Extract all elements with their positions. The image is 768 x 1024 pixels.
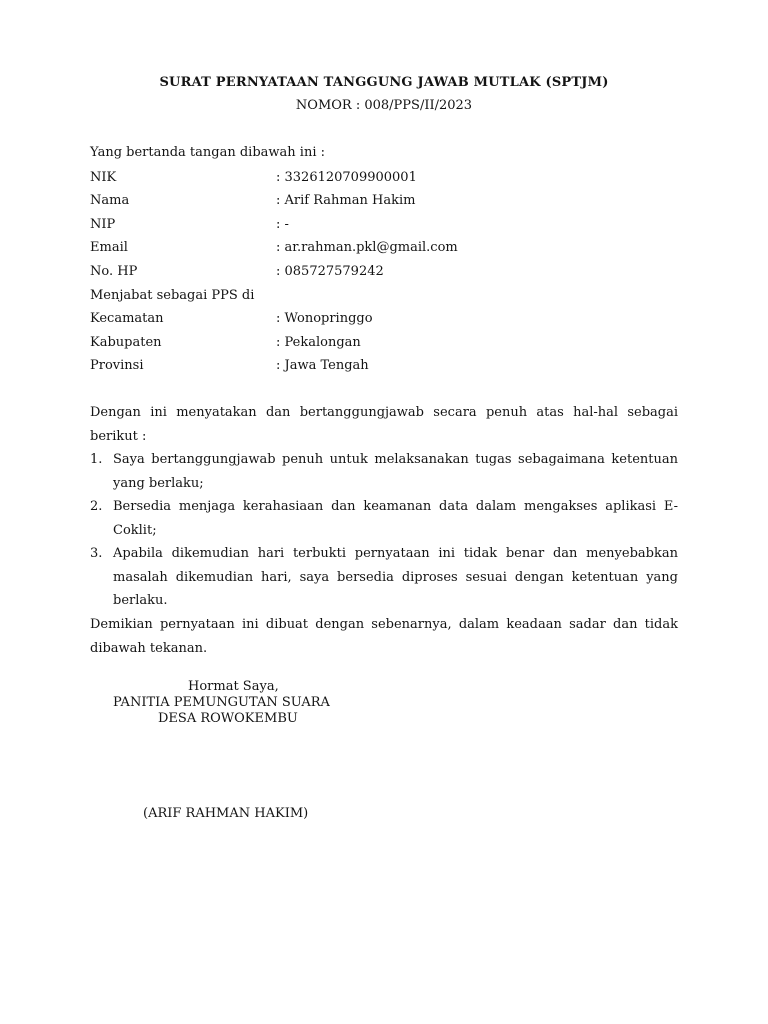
signatory-name: (ARIF RAHMAN HAKIM) (143, 806, 309, 821)
field-value: : Arif Rahman Hakim (276, 193, 416, 208)
position-line: Menjabat sebagai PPS di (90, 288, 255, 303)
statement-paragraph: Dengan ini menyatakan dan bertanggungjawab secara penuh atas hal-hal sebagai berikut : (90, 405, 678, 444)
field-value: : ar.rahman.pkl@gmail.com (276, 240, 458, 255)
field-value: : 085727579242 (276, 264, 384, 279)
field-value: : - (276, 217, 289, 232)
closing-paragraph: Demikian pernyataan ini dibuat dengan sebenarnya, dalam keadaan sadar dan tidak dibawah tekanan. (90, 617, 678, 656)
list-number: 2. (90, 499, 103, 514)
field-label: Kabupaten (90, 335, 162, 350)
list-text: Bersedia menjaga kerahasiaan dan keamanan data dalam mengakses aplikasi E-Coklit; (113, 499, 678, 538)
intro-text: Yang bertanda tangan dibawah ini : (90, 145, 325, 160)
document-number: NOMOR : 008/PPS/II/2023 (295, 98, 473, 113)
document-title: SURAT PERNYATAAN TANGGUNG JAWAB MUTLAK (SPTJM) (159, 75, 609, 90)
field-label: Provinsi (90, 358, 144, 373)
list-number: 1. (90, 452, 103, 467)
field-label: Kecamatan (90, 311, 164, 326)
signature-greeting: Hormat Saya, (188, 679, 279, 694)
field-label: No. HP (90, 264, 138, 279)
field-label: Email (90, 240, 128, 255)
field-value: : Pekalongan (276, 335, 361, 350)
field-value: : Jawa Tengah (276, 358, 369, 373)
list-text: Saya bertanggungjawab penuh untuk melaksanakan tugas sebagaimana ketentuan yang berlaku; (113, 452, 678, 491)
list-number: 3. (90, 546, 103, 561)
field-label: Nama (90, 193, 130, 208)
signature-committee: PANITIA PEMUNGUTAN SUARA (113, 695, 330, 710)
list-text: Apabila dikemudian hari terbukti pernyataan ini tidak benar dan menyebabkan masalah dikemudian hari, saya bersedia diproses sesuai dengan ketentuan yang berlaku. (113, 546, 678, 608)
field-value: : Wonopringgo (276, 311, 373, 326)
signature-village: DESA ROWOKEMBU (158, 711, 298, 726)
field-label: NIP (90, 217, 116, 232)
field-value: : 3326120709900001 (276, 170, 417, 185)
field-label: NIK (90, 170, 117, 185)
